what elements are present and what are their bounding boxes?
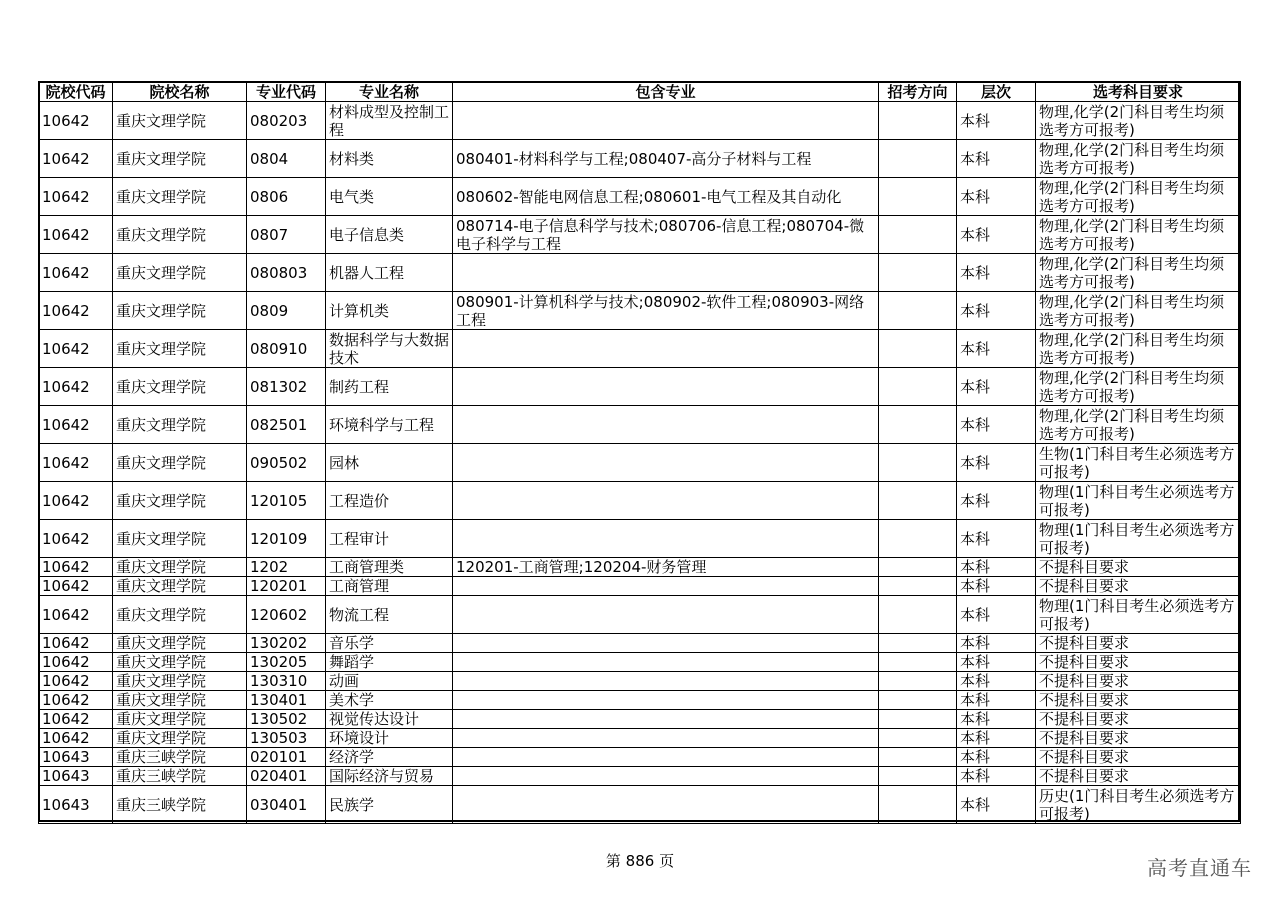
subject-requirement-cell: 生物(1门科目考生必须选考方可报考) — [1036, 444, 1241, 482]
table-row — [39, 254, 1241, 292]
direction-cell — [879, 634, 957, 653]
included-majors-cell — [453, 729, 879, 748]
school-name-cell: 重庆文理学院 — [113, 672, 247, 691]
included-majors-cell — [453, 672, 879, 691]
subject-requirement-cell: 不提科目要求 — [1036, 634, 1241, 653]
subject-requirement-cell: 历史(1门科目考生必须选考方可报考) — [1036, 786, 1241, 824]
table-row — [39, 596, 1241, 634]
table-row — [39, 672, 1241, 691]
school-code-cell: 10643 — [39, 786, 113, 824]
school-code-cell: 10642 — [39, 292, 113, 330]
major-name-cell: 音乐学 — [326, 634, 453, 653]
school-code-cell: 10642 — [39, 596, 113, 634]
subject-requirement-cell: 不提科目要求 — [1036, 672, 1241, 691]
school-code-cell: 10642 — [39, 330, 113, 368]
school-name-cell: 重庆文理学院 — [113, 653, 247, 672]
school-code-cell: 10642 — [39, 368, 113, 406]
major-name-cell: 工程审计 — [326, 520, 453, 558]
major-code-cell: 082501 — [247, 406, 326, 444]
direction-cell — [879, 482, 957, 520]
level-cell: 本科 — [957, 482, 1036, 520]
school-code-cell: 10643 — [39, 748, 113, 767]
included-majors-cell — [453, 406, 879, 444]
header-row — [39, 82, 1241, 102]
school-name-cell: 重庆文理学院 — [113, 254, 247, 292]
major-name-cell: 材料成型及控制工程 — [326, 102, 453, 140]
major-name-cell: 经济学 — [326, 748, 453, 767]
school-code-cell: 10642 — [39, 558, 113, 577]
included-majors-cell — [453, 691, 879, 710]
major-code-cell: 130502 — [247, 710, 326, 729]
subject-requirement-cell: 物理,化学(2门科目考生均须选考方可报考) — [1036, 254, 1241, 292]
subject-requirement-cell: 不提科目要求 — [1036, 577, 1241, 596]
subject-requirement-cell: 物理,化学(2门科目考生均须选考方可报考) — [1036, 140, 1241, 178]
direction-cell — [879, 729, 957, 748]
school-name-cell: 重庆文理学院 — [113, 178, 247, 216]
school-name-cell: 重庆文理学院 — [113, 520, 247, 558]
subject-requirement-cell: 不提科目要求 — [1036, 729, 1241, 748]
table-row — [39, 520, 1241, 558]
header-col-school-code: 院校代码 — [39, 82, 113, 102]
header-col-school-name: 院校名称 — [113, 82, 247, 102]
direction-cell — [879, 368, 957, 406]
school-name-cell: 重庆三峡学院 — [113, 767, 247, 786]
major-name-cell: 视觉传达设计 — [326, 710, 453, 729]
major-name-cell: 电子信息类 — [326, 216, 453, 254]
school-name-cell: 重庆文理学院 — [113, 102, 247, 140]
major-code-cell: 120201 — [247, 577, 326, 596]
subject-requirement-cell: 物理,化学(2门科目考生均须选考方可报考) — [1036, 292, 1241, 330]
school-code-cell: 10642 — [39, 140, 113, 178]
subject-requirement-cell: 物理,化学(2门科目考生均须选考方可报考) — [1036, 102, 1241, 140]
header-col-subject-requirement: 选考科目要求 — [1036, 82, 1241, 102]
table-row — [39, 406, 1241, 444]
table-row — [39, 444, 1241, 482]
level-cell: 本科 — [957, 444, 1036, 482]
major-code-cell: 130202 — [247, 634, 326, 653]
subject-requirement-cell: 不提科目要求 — [1036, 558, 1241, 577]
subject-requirement-cell: 不提科目要求 — [1036, 691, 1241, 710]
table-row — [39, 216, 1241, 254]
major-code-cell: 1202 — [247, 558, 326, 577]
included-majors-cell — [453, 444, 879, 482]
school-name-cell: 重庆文理学院 — [113, 330, 247, 368]
direction-cell — [879, 748, 957, 767]
level-cell: 本科 — [957, 634, 1036, 653]
major-code-cell: 0806 — [247, 178, 326, 216]
level-cell: 本科 — [957, 672, 1036, 691]
direction-cell — [879, 596, 957, 634]
direction-cell — [879, 710, 957, 729]
subject-requirement-cell: 物理(1门科目考生必须选考方可报考) — [1036, 520, 1241, 558]
included-majors-cell — [453, 748, 879, 767]
level-cell: 本科 — [957, 691, 1036, 710]
table-row — [39, 102, 1241, 140]
level-cell: 本科 — [957, 558, 1036, 577]
school-name-cell: 重庆文理学院 — [113, 691, 247, 710]
major-name-cell: 工商管理类 — [326, 558, 453, 577]
included-majors-cell — [453, 368, 879, 406]
included-majors-cell — [453, 577, 879, 596]
watermark-logo-text: 高考直通车 — [1147, 856, 1252, 880]
major-name-cell: 物流工程 — [326, 596, 453, 634]
table-row — [39, 368, 1241, 406]
level-cell: 本科 — [957, 216, 1036, 254]
school-name-cell: 重庆文理学院 — [113, 292, 247, 330]
major-name-cell: 园林 — [326, 444, 453, 482]
level-cell: 本科 — [957, 653, 1036, 672]
direction-cell — [879, 216, 957, 254]
level-cell: 本科 — [957, 520, 1036, 558]
included-majors-cell — [453, 596, 879, 634]
included-majors-cell: 080714-电子信息科学与技术;080706-信息工程;080704-微电子科学与工程 — [453, 216, 879, 254]
level-cell: 本科 — [957, 254, 1036, 292]
school-name-cell: 重庆文理学院 — [113, 558, 247, 577]
page-number: 第 886 页 — [605, 852, 675, 870]
school-code-cell: 10642 — [39, 444, 113, 482]
major-name-cell: 动画 — [326, 672, 453, 691]
included-majors-cell — [453, 482, 879, 520]
included-majors-cell — [453, 786, 879, 824]
level-cell: 本科 — [957, 368, 1036, 406]
level-cell: 本科 — [957, 178, 1036, 216]
subject-requirement-cell: 不提科目要求 — [1036, 653, 1241, 672]
direction-cell — [879, 653, 957, 672]
level-cell: 本科 — [957, 577, 1036, 596]
included-majors-cell: 080901-计算机科学与技术;080902-软件工程;080903-网络工程 — [453, 292, 879, 330]
school-name-cell: 重庆文理学院 — [113, 577, 247, 596]
school-name-cell: 重庆文理学院 — [113, 482, 247, 520]
major-name-cell: 材料类 — [326, 140, 453, 178]
school-code-cell: 10642 — [39, 102, 113, 140]
major-name-cell: 环境科学与工程 — [326, 406, 453, 444]
direction-cell — [879, 254, 957, 292]
school-name-cell: 重庆文理学院 — [113, 444, 247, 482]
level-cell: 本科 — [957, 406, 1036, 444]
included-majors-cell — [453, 102, 879, 140]
level-cell: 本科 — [957, 140, 1036, 178]
major-name-cell: 民族学 — [326, 786, 453, 824]
table-header — [39, 82, 1241, 102]
major-code-cell: 080910 — [247, 330, 326, 368]
school-code-cell: 10642 — [39, 482, 113, 520]
direction-cell — [879, 406, 957, 444]
table-row — [39, 577, 1241, 596]
school-name-cell: 重庆文理学院 — [113, 710, 247, 729]
table-row — [39, 140, 1241, 178]
subject-requirement-cell: 不提科目要求 — [1036, 767, 1241, 786]
table-body — [39, 102, 1241, 824]
school-code-cell: 10642 — [39, 216, 113, 254]
subject-requirement-cell: 不提科目要求 — [1036, 710, 1241, 729]
school-code-cell: 10642 — [39, 691, 113, 710]
major-code-cell: 120109 — [247, 520, 326, 558]
major-code-cell: 030401 — [247, 786, 326, 824]
major-name-cell: 环境设计 — [326, 729, 453, 748]
major-code-cell: 0809 — [247, 292, 326, 330]
included-majors-cell — [453, 767, 879, 786]
included-majors-cell — [453, 254, 879, 292]
header-col-major-name: 专业名称 — [326, 82, 453, 102]
direction-cell — [879, 330, 957, 368]
school-code-cell: 10642 — [39, 577, 113, 596]
table-row — [39, 653, 1241, 672]
level-cell: 本科 — [957, 330, 1036, 368]
school-name-cell: 重庆文理学院 — [113, 596, 247, 634]
table-row — [39, 748, 1241, 767]
direction-cell — [879, 558, 957, 577]
major-name-cell: 机器人工程 — [326, 254, 453, 292]
major-code-cell: 0807 — [247, 216, 326, 254]
direction-cell — [879, 178, 957, 216]
table-row — [39, 634, 1241, 653]
major-name-cell: 工程造价 — [326, 482, 453, 520]
included-majors-cell — [453, 330, 879, 368]
header-col-major-code: 专业代码 — [247, 82, 326, 102]
school-name-cell: 重庆文理学院 — [113, 634, 247, 653]
table-row — [39, 710, 1241, 729]
school-code-cell: 10642 — [39, 634, 113, 653]
direction-cell — [879, 786, 957, 824]
school-code-cell: 10642 — [39, 653, 113, 672]
school-code-cell: 10642 — [39, 406, 113, 444]
major-name-cell: 数据科学与大数据技术 — [326, 330, 453, 368]
level-cell: 本科 — [957, 596, 1036, 634]
level-cell: 本科 — [957, 729, 1036, 748]
major-code-cell: 130401 — [247, 691, 326, 710]
school-code-cell: 10642 — [39, 178, 113, 216]
subject-requirement-cell: 物理(1门科目考生必须选考方可报考) — [1036, 596, 1241, 634]
major-code-cell: 130503 — [247, 729, 326, 748]
included-majors-cell — [453, 520, 879, 558]
included-majors-cell — [453, 653, 879, 672]
subject-requirement-cell: 物理,化学(2门科目考生均须选考方可报考) — [1036, 368, 1241, 406]
table-row — [39, 292, 1241, 330]
table-row — [39, 330, 1241, 368]
major-name-cell: 计算机类 — [326, 292, 453, 330]
major-name-cell: 国际经济与贸易 — [326, 767, 453, 786]
school-name-cell: 重庆文理学院 — [113, 140, 247, 178]
direction-cell — [879, 140, 957, 178]
school-code-cell: 10642 — [39, 672, 113, 691]
school-name-cell: 重庆文理学院 — [113, 368, 247, 406]
table-row — [39, 767, 1241, 786]
level-cell: 本科 — [957, 102, 1036, 140]
major-code-cell: 120105 — [247, 482, 326, 520]
major-code-cell: 0804 — [247, 140, 326, 178]
direction-cell — [879, 672, 957, 691]
subject-requirement-cell: 物理,化学(2门科目考生均须选考方可报考) — [1036, 406, 1241, 444]
school-code-cell: 10642 — [39, 254, 113, 292]
included-majors-cell: 080602-智能电网信息工程;080601-电气工程及其自动化 — [453, 178, 879, 216]
school-name-cell: 重庆文理学院 — [113, 729, 247, 748]
major-name-cell: 电气类 — [326, 178, 453, 216]
major-code-cell: 080803 — [247, 254, 326, 292]
major-name-cell: 舞蹈学 — [326, 653, 453, 672]
direction-cell — [879, 520, 957, 558]
major-code-cell: 020401 — [247, 767, 326, 786]
direction-cell — [879, 292, 957, 330]
major-code-cell: 090502 — [247, 444, 326, 482]
school-name-cell: 重庆三峡学院 — [113, 786, 247, 824]
table-row — [39, 558, 1241, 577]
table-row — [39, 482, 1241, 520]
school-code-cell: 10642 — [39, 520, 113, 558]
level-cell: 本科 — [957, 292, 1036, 330]
included-majors-cell: 080401-材料科学与工程;080407-高分子材料与工程 — [453, 140, 879, 178]
included-majors-cell: 120201-工商管理;120204-财务管理 — [453, 558, 879, 577]
table-row — [39, 786, 1241, 824]
subject-requirement-cell: 物理,化学(2门科目考生均须选考方可报考) — [1036, 330, 1241, 368]
school-code-cell: 10642 — [39, 710, 113, 729]
level-cell: 本科 — [957, 710, 1036, 729]
subject-requirement-cell: 物理,化学(2门科目考生均须选考方可报考) — [1036, 178, 1241, 216]
table-row — [39, 691, 1241, 710]
subject-requirement-cell: 物理,化学(2门科目考生均须选考方可报考) — [1036, 216, 1241, 254]
direction-cell — [879, 577, 957, 596]
table-row — [39, 729, 1241, 748]
header-col-included-majors: 包含专业 — [453, 82, 879, 102]
major-name-cell: 工商管理 — [326, 577, 453, 596]
direction-cell — [879, 444, 957, 482]
subject-requirement-cell: 物理(1门科目考生必须选考方可报考) — [1036, 482, 1241, 520]
table-row — [39, 178, 1241, 216]
level-cell: 本科 — [957, 767, 1036, 786]
school-code-cell: 10643 — [39, 767, 113, 786]
school-name-cell: 重庆文理学院 — [113, 216, 247, 254]
header-col-direction: 招考方向 — [879, 82, 957, 102]
included-majors-cell — [453, 710, 879, 729]
major-code-cell: 080203 — [247, 102, 326, 140]
major-code-cell: 081302 — [247, 368, 326, 406]
admission-table — [38, 81, 1241, 824]
major-code-cell: 130310 — [247, 672, 326, 691]
direction-cell — [879, 767, 957, 786]
major-code-cell: 120602 — [247, 596, 326, 634]
school-name-cell: 重庆文理学院 — [113, 406, 247, 444]
included-majors-cell — [453, 634, 879, 653]
school-code-cell: 10642 — [39, 729, 113, 748]
school-name-cell: 重庆三峡学院 — [113, 748, 247, 767]
level-cell: 本科 — [957, 748, 1036, 767]
direction-cell — [879, 691, 957, 710]
direction-cell — [879, 102, 957, 140]
major-name-cell: 美术学 — [326, 691, 453, 710]
subject-requirement-cell: 不提科目要求 — [1036, 748, 1241, 767]
major-code-cell: 130205 — [247, 653, 326, 672]
major-name-cell: 制药工程 — [326, 368, 453, 406]
level-cell: 本科 — [957, 786, 1036, 824]
header-col-level: 层次 — [957, 82, 1036, 102]
major-code-cell: 020101 — [247, 748, 326, 767]
